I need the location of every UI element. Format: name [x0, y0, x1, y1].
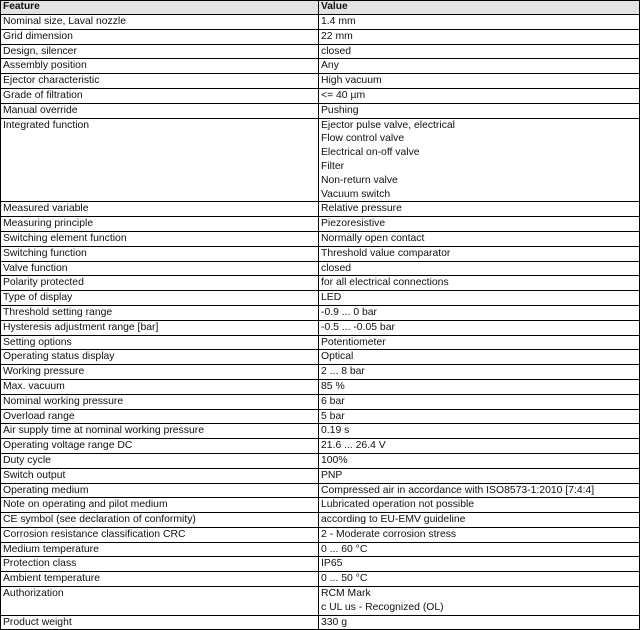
value-line: Ejector pulse valve, electrical: [321, 119, 455, 131]
feature-cell: Grid dimension: [1, 29, 319, 44]
table-row: [1, 542, 640, 557]
value-cell: [319, 291, 640, 306]
feature-cell: Operating medium: [1, 483, 319, 498]
value-line: 0 ... 50 °C: [321, 573, 368, 585]
value-cell: [319, 394, 640, 409]
value-line: Filter: [321, 160, 345, 172]
value-cell: [319, 276, 640, 291]
table-row: [1, 74, 640, 89]
feature-cell: Protection class: [1, 557, 319, 572]
table-row: [1, 118, 640, 202]
table-row: [1, 15, 640, 30]
feature-cell: Design, silencer: [1, 44, 319, 59]
feature-cell: Integrated function: [1, 118, 319, 202]
value-cell: [319, 542, 640, 557]
table-row: [1, 202, 640, 217]
value-cell: [319, 15, 640, 30]
table-row: [1, 513, 640, 528]
value-line: <= 40 µm: [321, 89, 366, 101]
value-cell: [319, 483, 640, 498]
feature-cell: Ambient temperature: [1, 572, 319, 587]
value-cell: [319, 424, 640, 439]
value-line: Piezoresistive: [321, 218, 386, 230]
value-line: RCM Mark: [321, 588, 371, 600]
value-cell: [319, 513, 640, 528]
value-cell: [319, 320, 640, 335]
table-row: [1, 557, 640, 572]
table-row: [1, 572, 640, 587]
value-line: 6 bar: [321, 395, 345, 407]
value-line: 2 - Moderate corrosion stress: [321, 528, 457, 540]
value-cell: [319, 572, 640, 587]
value-line: 5 bar: [321, 410, 345, 422]
table-row: [1, 217, 640, 232]
value-line: 100%: [321, 454, 348, 466]
feature-cell: Corrosion resistance classification CRC: [1, 527, 319, 542]
table-row: [1, 320, 640, 335]
feature-cell: Measured variable: [1, 202, 319, 217]
value-line: 85 %: [321, 380, 345, 392]
value-cell: [319, 453, 640, 468]
value-line: Flow control valve: [321, 133, 405, 145]
table-row: [1, 379, 640, 394]
table-row: [1, 468, 640, 483]
value-line: Threshold value comparator: [321, 247, 451, 259]
value-line: High vacuum: [321, 75, 382, 87]
table-row: [1, 394, 640, 409]
feature-cell: Switching function: [1, 246, 319, 261]
table-row: [1, 615, 640, 630]
feature-cell: Assembly position: [1, 59, 319, 74]
feature-cell: Manual override: [1, 103, 319, 118]
value-line: Relative pressure: [321, 203, 402, 215]
value-line: for all electrical connections: [321, 277, 449, 289]
value-cell: [319, 587, 640, 616]
value-cell: [319, 468, 640, 483]
feature-cell: Polarity protected: [1, 276, 319, 291]
value-line: Normally open contact: [321, 232, 425, 244]
table-row: [1, 305, 640, 320]
table-row: [1, 365, 640, 380]
value-line: 2 ... 8 bar: [321, 366, 365, 378]
value-line: 0.19 s: [321, 425, 350, 437]
table-row: [1, 453, 640, 468]
value-line: 330 g: [321, 616, 348, 628]
value-cell: [319, 527, 640, 542]
value-cell: [319, 379, 640, 394]
feature-column-header: Feature: [1, 1, 319, 15]
table-row: [1, 335, 640, 350]
feature-cell: CE symbol (see declaration of conformity): [1, 513, 319, 528]
table-row: [1, 439, 640, 454]
value-cell: [319, 88, 640, 103]
table-row: [1, 59, 640, 74]
value-cell: [319, 231, 640, 246]
feature-cell: Operating voltage range DC: [1, 439, 319, 454]
table-row: [1, 424, 640, 439]
value-line: Electrical on-off valve: [321, 147, 420, 159]
feature-cell: Authorization: [1, 587, 319, 616]
feature-cell: Valve function: [1, 261, 319, 276]
table-row: [1, 88, 640, 103]
spec-table-body: [1, 15, 640, 630]
value-cell: [319, 29, 640, 44]
table-row: [1, 483, 640, 498]
table-row: [1, 291, 640, 306]
value-line: Pushing: [321, 104, 359, 116]
value-cell: [319, 335, 640, 350]
feature-cell: Product weight: [1, 615, 319, 630]
table-row: [1, 103, 640, 118]
value-line: Lubricated operation not possible: [321, 499, 475, 511]
value-line: Non-return valve: [321, 174, 398, 186]
value-line: LED: [321, 292, 342, 304]
value-cell: [319, 74, 640, 89]
table-row: [1, 276, 640, 291]
value-line: 0 ... 60 °C: [321, 543, 368, 555]
value-line: Compressed air in accordance with ISO8573-1:2010 [7:4:4]: [321, 484, 595, 496]
feature-cell: Threshold setting range: [1, 305, 319, 320]
feature-cell: Switch output: [1, 468, 319, 483]
table-row: [1, 44, 640, 59]
table-row: [1, 527, 640, 542]
value-cell: [319, 498, 640, 513]
value-line: closed: [321, 45, 352, 57]
feature-cell: Type of display: [1, 291, 319, 306]
header-row: [1, 1, 640, 15]
feature-cell: Air supply time at nominal working pressure: [1, 424, 319, 439]
feature-cell: Measuring principle: [1, 217, 319, 232]
table-row: [1, 587, 640, 616]
value-line: Potentiometer: [321, 336, 386, 348]
value-cell: [319, 350, 640, 365]
value-line: 1.4 mm: [321, 16, 356, 27]
feature-cell: Nominal size, Laval nozzle: [1, 15, 319, 30]
value-cell: [319, 59, 640, 74]
value-cell: [319, 439, 640, 454]
value-cell: [319, 246, 640, 261]
feature-cell: Setting options: [1, 335, 319, 350]
feature-cell: Nominal working pressure: [1, 394, 319, 409]
value-line: Vacuum switch: [321, 188, 391, 200]
value-cell: [319, 261, 640, 276]
value-cell: [319, 409, 640, 424]
value-cell: [319, 118, 640, 202]
value-line: PNP: [321, 469, 343, 481]
feature-cell: Grade of filtration: [1, 88, 319, 103]
value-cell: [319, 202, 640, 217]
feature-cell: Hysteresis adjustment range [bar]: [1, 320, 319, 335]
value-line: IP65: [321, 558, 343, 570]
feature-cell: Max. vacuum: [1, 379, 319, 394]
value-line: closed: [321, 262, 352, 274]
value-line: 22 mm: [321, 30, 353, 42]
value-cell: [319, 44, 640, 59]
value-cell: [319, 557, 640, 572]
feature-cell: Overload range: [1, 409, 319, 424]
feature-cell: Switching element function: [1, 231, 319, 246]
table-row: [1, 246, 640, 261]
table-row: [1, 350, 640, 365]
value-cell: [319, 305, 640, 320]
value-line: 21.6 ... 26.4 V: [321, 440, 386, 452]
feature-cell: Note on operating and pilot medium: [1, 498, 319, 513]
feature-cell: Working pressure: [1, 365, 319, 380]
value-cell: [319, 615, 640, 630]
table-row: [1, 409, 640, 424]
value-line: Any: [321, 60, 339, 72]
value-cell: [319, 365, 640, 380]
value-line: Optical: [321, 351, 354, 363]
table-row: [1, 231, 640, 246]
table-row: [1, 29, 640, 44]
feature-cell: Operating status display: [1, 350, 319, 365]
table-row: [1, 498, 640, 513]
feature-cell: Medium temperature: [1, 542, 319, 557]
value-cell: [319, 103, 640, 118]
value-column-header: Value: [319, 1, 640, 15]
value-line: -0.5 ... -0.05 bar: [321, 321, 395, 333]
feature-cell: Duty cycle: [1, 453, 319, 468]
value-line: c UL us - Recognized (OL): [321, 601, 444, 613]
value-line: according to EU-EMV guideline: [321, 514, 466, 526]
value-cell: [319, 217, 640, 232]
feature-cell: Ejector characteristic: [1, 74, 319, 89]
value-line: -0.9 ... 0 bar: [321, 306, 378, 318]
table-row: [1, 261, 640, 276]
